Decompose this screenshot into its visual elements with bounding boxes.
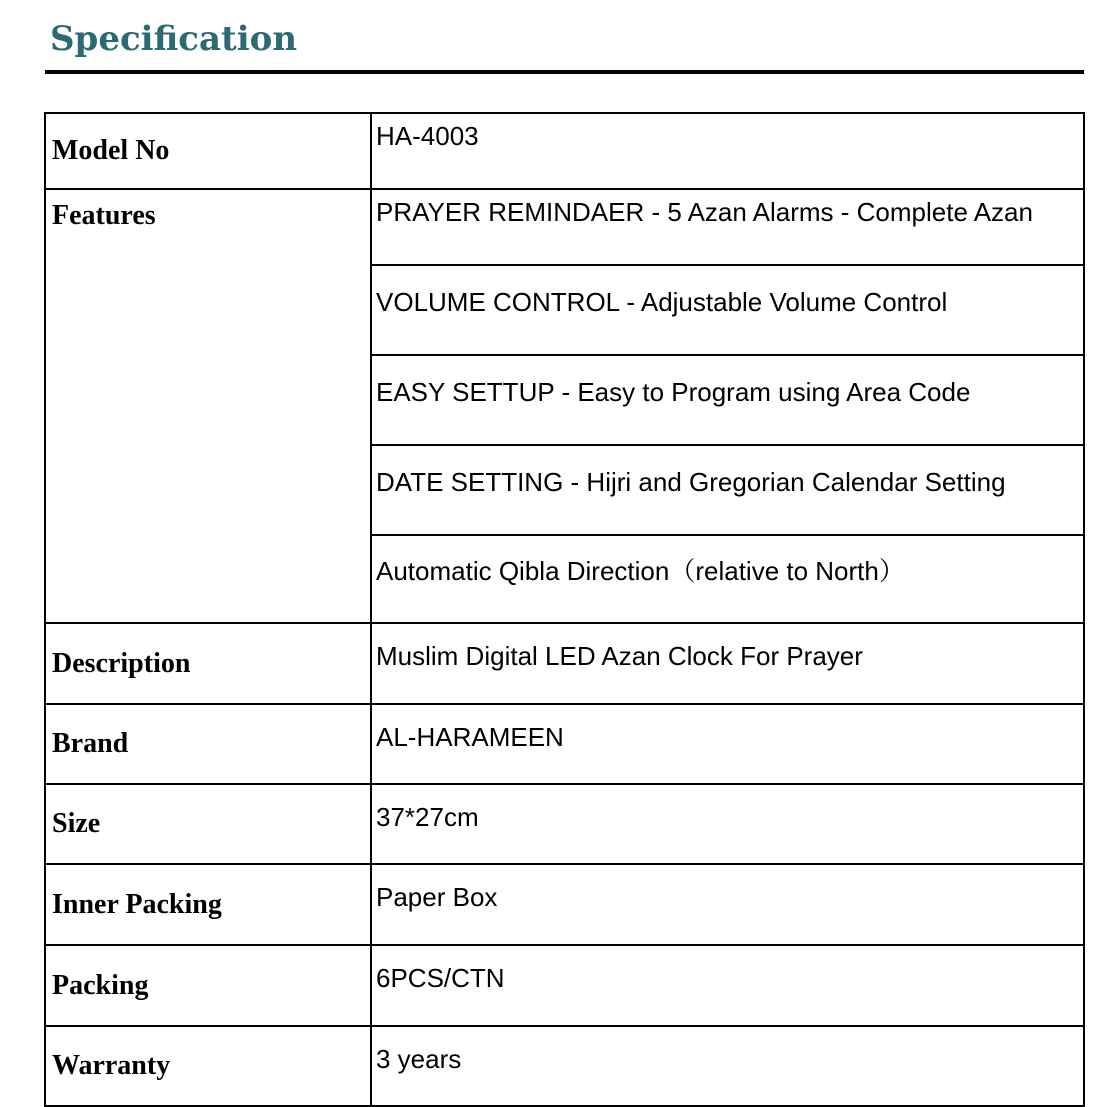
table-row-features xyxy=(45,189,1084,265)
row-value-description: Muslim Digital LED Azan Clock For Prayer xyxy=(371,623,1084,704)
feature-item: EASY SETTUP - Easy to Program using Area Code xyxy=(371,355,1084,445)
feature-item: DATE SETTING - Hijri and Gregorian Calendar Setting xyxy=(371,445,1084,535)
feature-item: Automatic Qibla Direction（relative to North） xyxy=(371,535,1084,623)
row-value-inner-packing: Paper Box xyxy=(371,864,1084,945)
row-value-warranty: 3 years xyxy=(371,1026,1084,1106)
row-label-inner-packing: Inner Packing xyxy=(45,864,371,945)
row-label-description: Description xyxy=(45,623,371,704)
table-row-warranty xyxy=(45,1026,1084,1106)
row-label-brand: Brand xyxy=(45,704,371,784)
page-title: Specification xyxy=(50,19,298,59)
row-label-packing: Packing xyxy=(45,945,371,1026)
feature-item: PRAYER REMINDAER - 5 Azan Alarms - Complete Azan xyxy=(371,189,1084,265)
specification-table xyxy=(44,112,1085,1107)
table-row-inner-packing xyxy=(45,864,1084,945)
title-divider xyxy=(45,70,1084,74)
table-row-description xyxy=(45,623,1084,704)
table-row-packing xyxy=(45,945,1084,1026)
row-value-packing: 6PCS/CTN xyxy=(371,945,1084,1026)
row-value-model-no: HA-4003 xyxy=(371,113,1084,189)
row-label-model-no: Model No xyxy=(45,113,371,189)
table-row-brand xyxy=(45,704,1084,784)
table-row-size xyxy=(45,784,1084,864)
row-label-features: Features xyxy=(45,189,371,623)
feature-item: VOLUME CONTROL - Adjustable Volume Control xyxy=(371,265,1084,355)
row-label-size: Size xyxy=(45,784,371,864)
row-value-brand: AL-HARAMEEN xyxy=(371,704,1084,784)
row-label-warranty: Warranty xyxy=(45,1026,371,1106)
row-value-size: 37*27cm xyxy=(371,784,1084,864)
table-row-model-no xyxy=(45,113,1084,189)
